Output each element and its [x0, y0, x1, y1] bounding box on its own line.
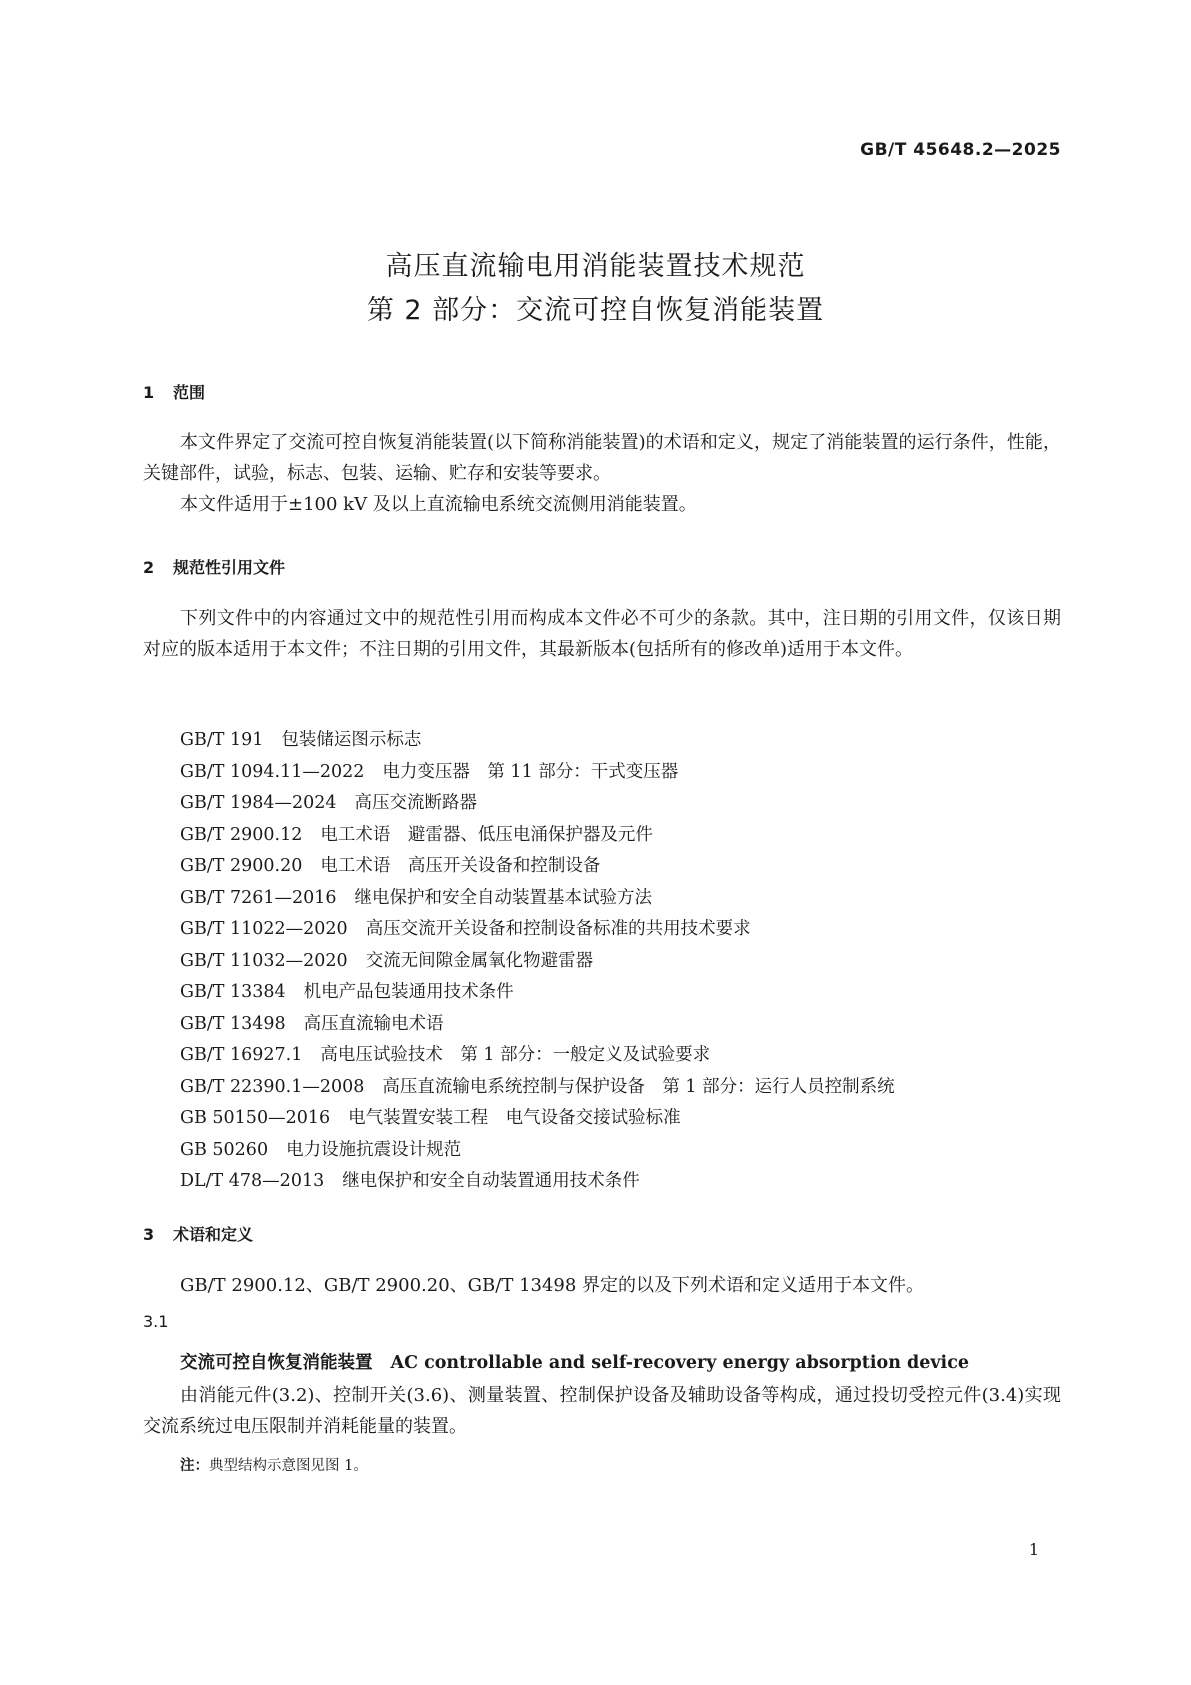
page-number: 1 — [1028, 1540, 1039, 1559]
standard-number: GB/T 45648.2—2025 — [860, 140, 1061, 160]
reference-title: 高压交流开关设备和控制设备标准的共用技术要求 — [365, 919, 751, 939]
reference-item — [180, 1135, 895, 1167]
reference-code: GB/T 2900.20 — [180, 856, 303, 876]
reference-item — [180, 883, 895, 915]
reference-item — [180, 820, 895, 852]
section-3-heading — [143, 1222, 253, 1245]
section-number: 3 — [143, 1225, 155, 1244]
reference-code: GB/T 11032—2020 — [180, 950, 348, 971]
term-name — [180, 1349, 969, 1374]
reference-item — [180, 1040, 895, 1072]
reference-title: 电工术语 避雷器、低压电涌保护器及元件 — [320, 824, 653, 845]
section-2-heading — [143, 555, 285, 578]
reference-item — [180, 1103, 895, 1135]
reference-title: 包装储运图示标志 — [281, 730, 422, 750]
reference-title: 电力变压器 第 11 部分：干式变压器 — [382, 761, 679, 782]
document-subtitle: 第 2 部分：交流可控自恢复消能装置 — [366, 295, 825, 326]
reference-title: 电工术语 高压开关设备和控制设备 — [320, 856, 601, 876]
reference-code: GB/T 13384 — [180, 982, 286, 1002]
term-number: 3.1 — [143, 1312, 169, 1331]
reference-item — [180, 946, 895, 978]
reference-title: 高电压试验技术 第 1 部分：一般定义及试验要求 — [320, 1045, 711, 1065]
term-note — [180, 1454, 368, 1475]
reference-item — [180, 725, 895, 757]
section-title: 术语和定义 — [173, 1225, 254, 1244]
reference-code: GB/T 191 — [180, 730, 264, 750]
note-label: 注： — [180, 1458, 209, 1474]
reference-title: 继电保护和安全自动装置通用技术条件 — [342, 1171, 640, 1191]
reference-code: DL/T 478—2013 — [180, 1171, 325, 1191]
reference-title: 高压直流输电术语 — [303, 1013, 444, 1034]
reference-code: GB/T 7261—2016 — [180, 887, 337, 908]
reference-code: GB/T 1094.11—2022 — [180, 761, 365, 782]
reference-item — [180, 788, 895, 820]
reference-title: 继电保护和安全自动装置基本试验方法 — [354, 887, 653, 908]
section-1-heading — [143, 380, 205, 403]
reference-title: 电力设施抗震设计规范 — [286, 1139, 462, 1160]
section-2-intro: 下列文件中的内容通过文中的规范性引用而构成本文件必不可少的条款。其中，注日期的引用文件，仅该日期对应的版本适用于本文件；不注日期的引用文件，其最新版本(包括所有的修改单)适用于本文件。 — [143, 608, 1061, 660]
reference-item — [180, 1009, 895, 1041]
reference-code: GB 50260 — [180, 1139, 269, 1160]
reference-list — [180, 725, 895, 1198]
reference-code: GB/T 2900.12 — [180, 824, 303, 845]
section-number: 1 — [143, 383, 155, 402]
reference-item — [180, 851, 895, 883]
section-title: 范围 — [173, 383, 206, 402]
reference-title: 机电产品包装通用技术条件 — [303, 982, 514, 1002]
section-1-paragraph-1: 本文件界定了交流可控自恢复消能装置(以下简称消能装置)的术语和定义，规定了消能装置的运行条件，性能，关键部件，试验，标志、包装、运输、贮存和安装等要求。 — [143, 432, 1061, 484]
section-1-paragraph-2: 本文件适用于±100 kV 及以上直流输电系统交流侧用消能装置。 — [180, 494, 697, 515]
term-definition: 由消能元件(3.2)、控制开关(3.6)、测量装置、控制保护设备及辅助设备等构成，通过投切受控元件(3.4)实现交流系统过电压限制并消耗能量的装置。 — [143, 1385, 1061, 1437]
reference-code: GB 50150—2016 — [180, 1108, 331, 1128]
reference-code: GB/T 13498 — [180, 1013, 286, 1034]
reference-code: GB/T 16927.1 — [180, 1045, 303, 1065]
reference-title: 交流无间隙金属氧化物避雷器 — [365, 950, 594, 971]
reference-item — [180, 977, 895, 1009]
section-title: 规范性引用文件 — [173, 558, 286, 577]
document-title: 高压直流输电用消能装置技术规范 — [385, 251, 806, 282]
reference-item — [180, 1166, 895, 1198]
note-text: 典型结构示意图见图 1。 — [209, 1458, 368, 1474]
section-3-intro: GB/T 2900.12、GB/T 2900.20、GB/T 13498 界定的以及下列术语和定义适用于本文件。 — [180, 1275, 925, 1296]
reference-title: 电气装置安装工程 电气设备交接试验标准 — [348, 1108, 681, 1128]
term-name-cn: 交流可控自恢复消能装置 — [180, 1353, 373, 1373]
reference-item — [180, 1072, 895, 1104]
reference-code: GB/T 11022—2020 — [180, 919, 348, 939]
reference-code: GB/T 1984—2024 — [180, 793, 337, 813]
reference-title: 高压直流输电系统控制与保护设备 第 1 部分：运行人员控制系统 — [382, 1076, 895, 1097]
section-number: 2 — [143, 558, 155, 577]
reference-title: 高压交流断路器 — [354, 793, 478, 813]
term-name-en: AC controllable and self-recovery energy absorption device — [390, 1353, 969, 1373]
reference-item — [180, 914, 895, 946]
reference-item — [180, 757, 895, 789]
reference-code: GB/T 22390.1—2008 — [180, 1076, 365, 1097]
